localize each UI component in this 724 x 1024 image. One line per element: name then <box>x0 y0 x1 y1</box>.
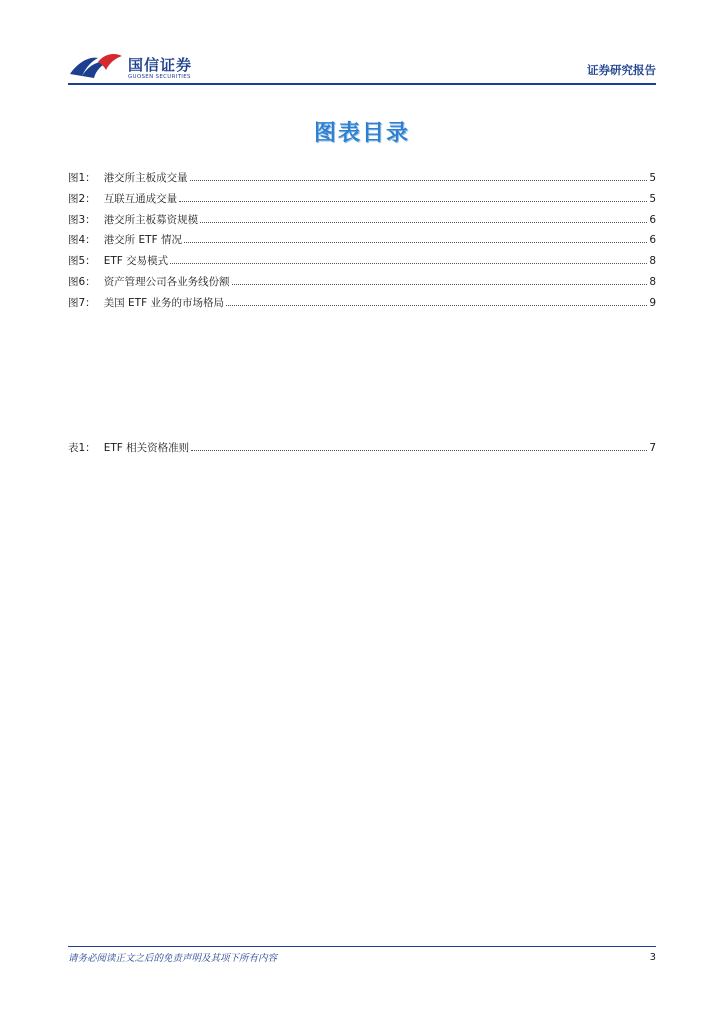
dot-leader <box>191 450 647 451</box>
toc-entry-prefix: 图5： <box>68 255 96 268</box>
toc-entry-label: 港交所主板募资规模 <box>103 213 199 226</box>
brand-name-cn: 国信证券 <box>128 56 193 74</box>
toc-entry-figure-6[interactable] <box>68 274 656 295</box>
toc-entry-page: 7 <box>649 442 656 454</box>
toc-entry-prefix: 图7： <box>68 296 96 309</box>
toc-entry-figure-2[interactable] <box>68 191 656 212</box>
toc-entry-prefix: 图6： <box>68 275 96 288</box>
brand-name-en: GUOSEN SECURITIES <box>128 74 191 80</box>
toc-entry-figure-3[interactable] <box>68 212 656 233</box>
toc-entry-label: 港交所主板成交量 <box>103 172 188 184</box>
toc-entry-prefix: 图2： <box>68 192 96 205</box>
toc-entry-page: 9 <box>649 296 656 309</box>
dot-leader <box>232 284 648 285</box>
footer-divider <box>68 946 656 947</box>
toc-entry-figure-1[interactable] <box>68 170 656 191</box>
page-header <box>68 48 656 84</box>
toc-entry-page: 8 <box>649 275 656 288</box>
guosen-logo-icon <box>68 52 126 80</box>
report-type-label: 证券研究报告 <box>587 63 656 77</box>
toc-entry-label: 港交所 ETF 情况 <box>103 234 182 247</box>
toc-entry-label: 美国 ETF 业务的市场格局 <box>103 296 224 309</box>
toc-entry-figure-5[interactable] <box>68 253 656 274</box>
toc-entry-prefix: 图1： <box>68 172 96 184</box>
toc-entry-prefix: 表1： <box>68 442 96 454</box>
table-list <box>68 440 656 461</box>
toc-entry-label: 互联互通成交量 <box>103 192 178 205</box>
page-title: 图表目录 <box>313 121 410 146</box>
toc-entry-label: ETF 交易模式 <box>103 255 169 268</box>
toc-entry-label: 资产管理公司各业务线份额 <box>103 275 230 288</box>
dot-leader <box>226 305 647 306</box>
toc-entry-page: 5 <box>649 172 656 184</box>
toc-entry-page: 8 <box>649 255 656 268</box>
dot-leader <box>200 222 647 223</box>
toc-entry-table-1[interactable] <box>68 440 656 461</box>
toc-entry-prefix: 图3： <box>68 213 96 226</box>
toc-entry-label: ETF 相关资格准则 <box>103 442 190 454</box>
toc-entry-figure-7[interactable] <box>68 295 656 316</box>
figure-list <box>68 170 656 316</box>
dot-leader <box>190 180 648 181</box>
toc-entry-page: 5 <box>649 192 656 205</box>
dot-leader <box>170 263 647 264</box>
header-divider <box>68 83 656 85</box>
toc-entry-figure-4[interactable] <box>68 232 656 253</box>
toc-entry-page: 6 <box>649 213 656 226</box>
dot-leader <box>179 201 647 202</box>
footer-disclaimer: 请务必阅读正文之后的免责声明及其项下所有内容 <box>68 953 278 964</box>
toc-entry-page: 6 <box>649 234 656 247</box>
page-number: 3 <box>649 952 656 963</box>
dot-leader <box>184 242 647 243</box>
toc-entry-prefix: 图4： <box>68 234 96 247</box>
guosen-logo <box>68 52 198 82</box>
